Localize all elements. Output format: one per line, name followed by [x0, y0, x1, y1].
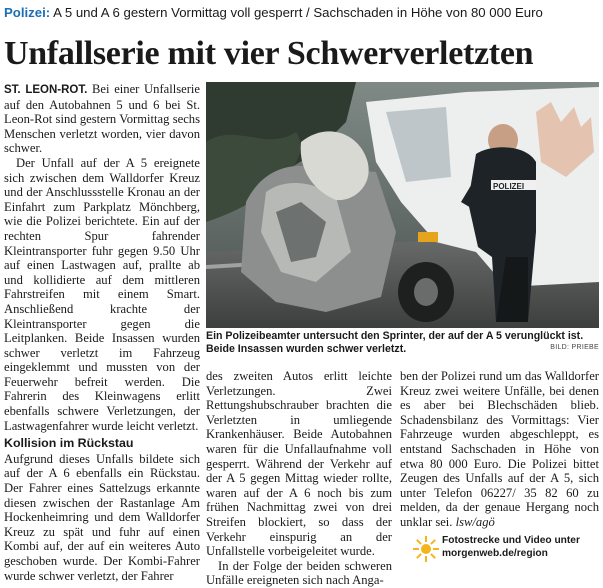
- dateline: ST. LEON-ROT.: [4, 84, 88, 96]
- body-paragraph-continued: des zweiten Autos erlitt leichte Verletzungen. Zwei Rettungshubschrauber brachten die Verletzten in umliegende Krankenhäuser. Beide Autobahnen waren für die Unfallaufnahme voll gesperrt. Während der Verkehr auf der A 5 gegen Mittag wieder rollte, waren auf der A 6 noch bis zum frühen Nachmittag zwei von drei Streifen blockiert, so dass der Verkehr einspurig an der Unfallstelle vorbeigeleitet wurde.: [206, 369, 392, 559]
- media-teaser[interactable]: [412, 533, 598, 567]
- accident-photo: [206, 82, 599, 328]
- body-paragraph: In der Folge der beiden schweren Unfälle ereigneten sich nach Anga-: [206, 558, 392, 588]
- police-vest-text: POLIZEI: [493, 182, 525, 191]
- article-column-3: [400, 369, 599, 530]
- article-column-2: [206, 369, 392, 588]
- sun-icon: [412, 535, 440, 563]
- kicker-label: Polizei:: [4, 5, 51, 20]
- kicker-line: [4, 4, 600, 21]
- lead-paragraph: [4, 82, 200, 156]
- author-initials: lsw/agö: [455, 514, 495, 529]
- kicker-text: A 5 und A 6 gestern Vormittag voll gesperrt / Sachschaden in Höhe von 80 000 Euro: [53, 5, 543, 20]
- photo-caption: Ein Polizeibeamter untersucht den Sprinter, der auf der A 5 verunglückt ist. Beide Insassen wurden schwer verletzt.: [206, 330, 584, 355]
- media-teaser-link[interactable]: morgenweb.de/region: [442, 547, 548, 559]
- body-paragraph: Der Unfall auf der A 5 ereignete sich zwischen dem Walldorfer Kreuz und der Anschlussstelle Kronau an der Einfahrt zum Parkplatz Mönchberg, wie die Polizei berichtete. Ein auf der rechten Spur fahrender Kleintransporter fuhr gegen 9.50 Uhr auf einen Lastwagen auf, prallte ab und kollidierte auf dem mittleren Fahrstreifen mit einem Smart. Anschließend krachte der Kleintransporter gegen die Leitplanken. Beide Insassen wurden schwer verletzt im Fahrzeug eingeklemmt und mussten von der Feuerwehr befreit werden. Die Fahrerin des Kleinwagens erlitt ebenfalls schwere Verletzungen, der Lastwagenfahrer wurde leicht verletzt.: [4, 155, 200, 433]
- accident-photo-illustration: [206, 82, 599, 328]
- closing-text: ben der Polizei rund um das Walldorfer Kreuz zwei weitere Unfälle, bei denen es aber bei Blechschäden blieb. Schadensbilanz des Vormittags: Vier Fahrzeuge wurden abgeschleppt, es entstand Sachschaden in Höhe von etwa 80 000 Euro. Die Polizei bittet Zeugen des Unfalls auf der A 5, sich unter Telefon 06227/ 35 82 60 zu melden, da der genaue Hergang noch unklar sei.: [400, 369, 599, 529]
- lead-text: Bei einer Unfallserie auf den Autobahnen 5 und 6 bei St. Leon-Rot sind gestern Vormittag sechs Menschen verletzt worden, vier davon schwer.: [4, 82, 200, 156]
- body-paragraph-after-subhead: Aufgrund dieses Unfalls bildete sich auf der A 6 ebenfalls ein Rückstau. Der Fahrer eines Sattelzugs erkannte diesen zwischen der Rastanlage Am Hockenheimring und dem Walldorfer Kreuz zu spät und fuhr auf einen Kombi auf, der auf ein weiteres Auto geschoben wurde. Der Kombi-Fahrer wurde schwer verletzt, der Fahrer: [4, 451, 200, 583]
- photo-credit: BILD: PRIEBE: [550, 344, 599, 351]
- article-column-1: [4, 82, 200, 583]
- media-teaser-line1: Fotostrecke und Video unter: [442, 535, 580, 546]
- media-teaser-text: [442, 535, 580, 560]
- body-paragraph-continued: [400, 369, 599, 530]
- subhead: Kollision im Rückstau: [4, 436, 134, 451]
- headline: Unfallserie mit vier Schwerverletzten: [4, 35, 534, 72]
